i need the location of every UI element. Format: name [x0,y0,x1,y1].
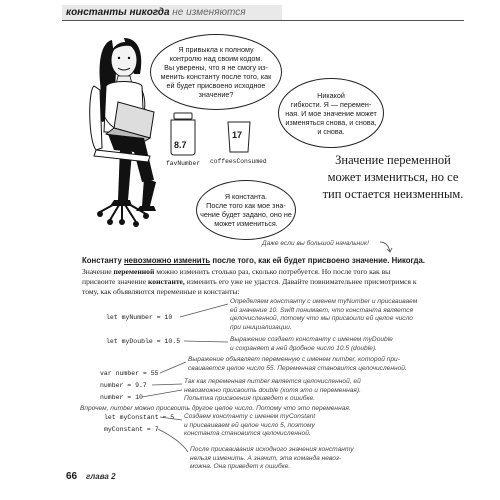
header-title-bold: константы никогда [66,7,170,18]
code-line-3: var number = 55 [100,370,159,377]
para-bold2: константе, [148,277,185,286]
sidebar-note: Значение переменной может измениться, но се тип остается неизменным. [322,153,464,201]
annotation-4: Так как переменная number является целочисленной, ей невозможно присвоить double (хотя это и переменная). Попытка присвоения приведет к ошибке. [184,378,361,403]
cup-coffeesconsumed-label: coffeesConsumed [210,158,267,165]
speech-bubble-top-text: Я привыкла к полному контролю над своим кодом. Вы уверены, что я не смогу из- менить константу после того, как ей будет присвоено исходное значение? [160,45,272,99]
jar-favnumber-label: favNumber [166,160,201,167]
speech-bubble-bottom-text: Я константа. После того как мое зна- чение будет задано, оно не может измениться. [200,192,292,228]
headline-suffix: после того, как ей будет присвоено значение. Никогда. [210,256,425,265]
annotation-6: Создаем константу с именем myConstant и присваиваем ей целое число 5, поэтому константа становится целочисленной. [184,413,316,438]
header-title-rest: не изменяются [172,7,246,18]
code-line-1: let myNumber = 10 [106,314,173,321]
annotation-5: Впрочем, number можно присвоить другое целое число. Потому что это переменная. [80,405,351,412]
code-line-4: number = 9.7 [100,382,147,389]
cup-coffeesconsumed-value: 17 [232,130,243,140]
code-line-5: number = 10 [100,394,143,401]
handwritten-note-boss: Даже если вы большой начальник! [262,240,369,247]
para-part1: Значение [82,267,114,276]
code-line-6: let myConstant = 5 [104,414,175,421]
para-part2: можно изменить столько раз, сколько потребуется. Но после того как вы присвоите значение [82,267,391,286]
code-line-7: myConstant = 7 [104,426,159,433]
headline-prefix: Константу [82,256,124,265]
annotation-1: Определяем константу с именем myNumber и присваиваем ей значение 10. Swift понимает, что константа является целочисленной, потому что мы присвоили ей целое число при инициализации. [230,298,418,331]
annotation-7: После присваивания исходного значения константу нельзя изменить. А значит, эта команда невоз- можна. Она приведет к ошибке. [190,446,354,471]
headline-underlined: невозможно изменить [123,256,211,265]
annotation-2: Выражение создает константу с именем myDouble и сохраняет в ней дробное число 10.5 (double). [230,336,393,352]
para-part3: изменить его уже не удастся. Давайте повнимательнее присмотримся к тому, как объявляются переменные и константы: [82,277,417,296]
annotation-3: Выражение объявляет переменную с именем number, которой при- сваивается целое число 55. Переменная становится целочисленной. [188,356,407,372]
jar-favnumber-value: 8.7 [174,140,187,150]
speech-bubble-right-text: Никакой гибкости. Я — перемен- ная. И мое значение может изменяться снова, и снова, и снова. [285,90,377,136]
page-number: 66 [66,471,78,482]
para-bold1: переменной [113,267,155,276]
code-line-2: let myDouble = 10.5 [106,338,181,345]
chapter-label: глава 2 [86,472,116,481]
